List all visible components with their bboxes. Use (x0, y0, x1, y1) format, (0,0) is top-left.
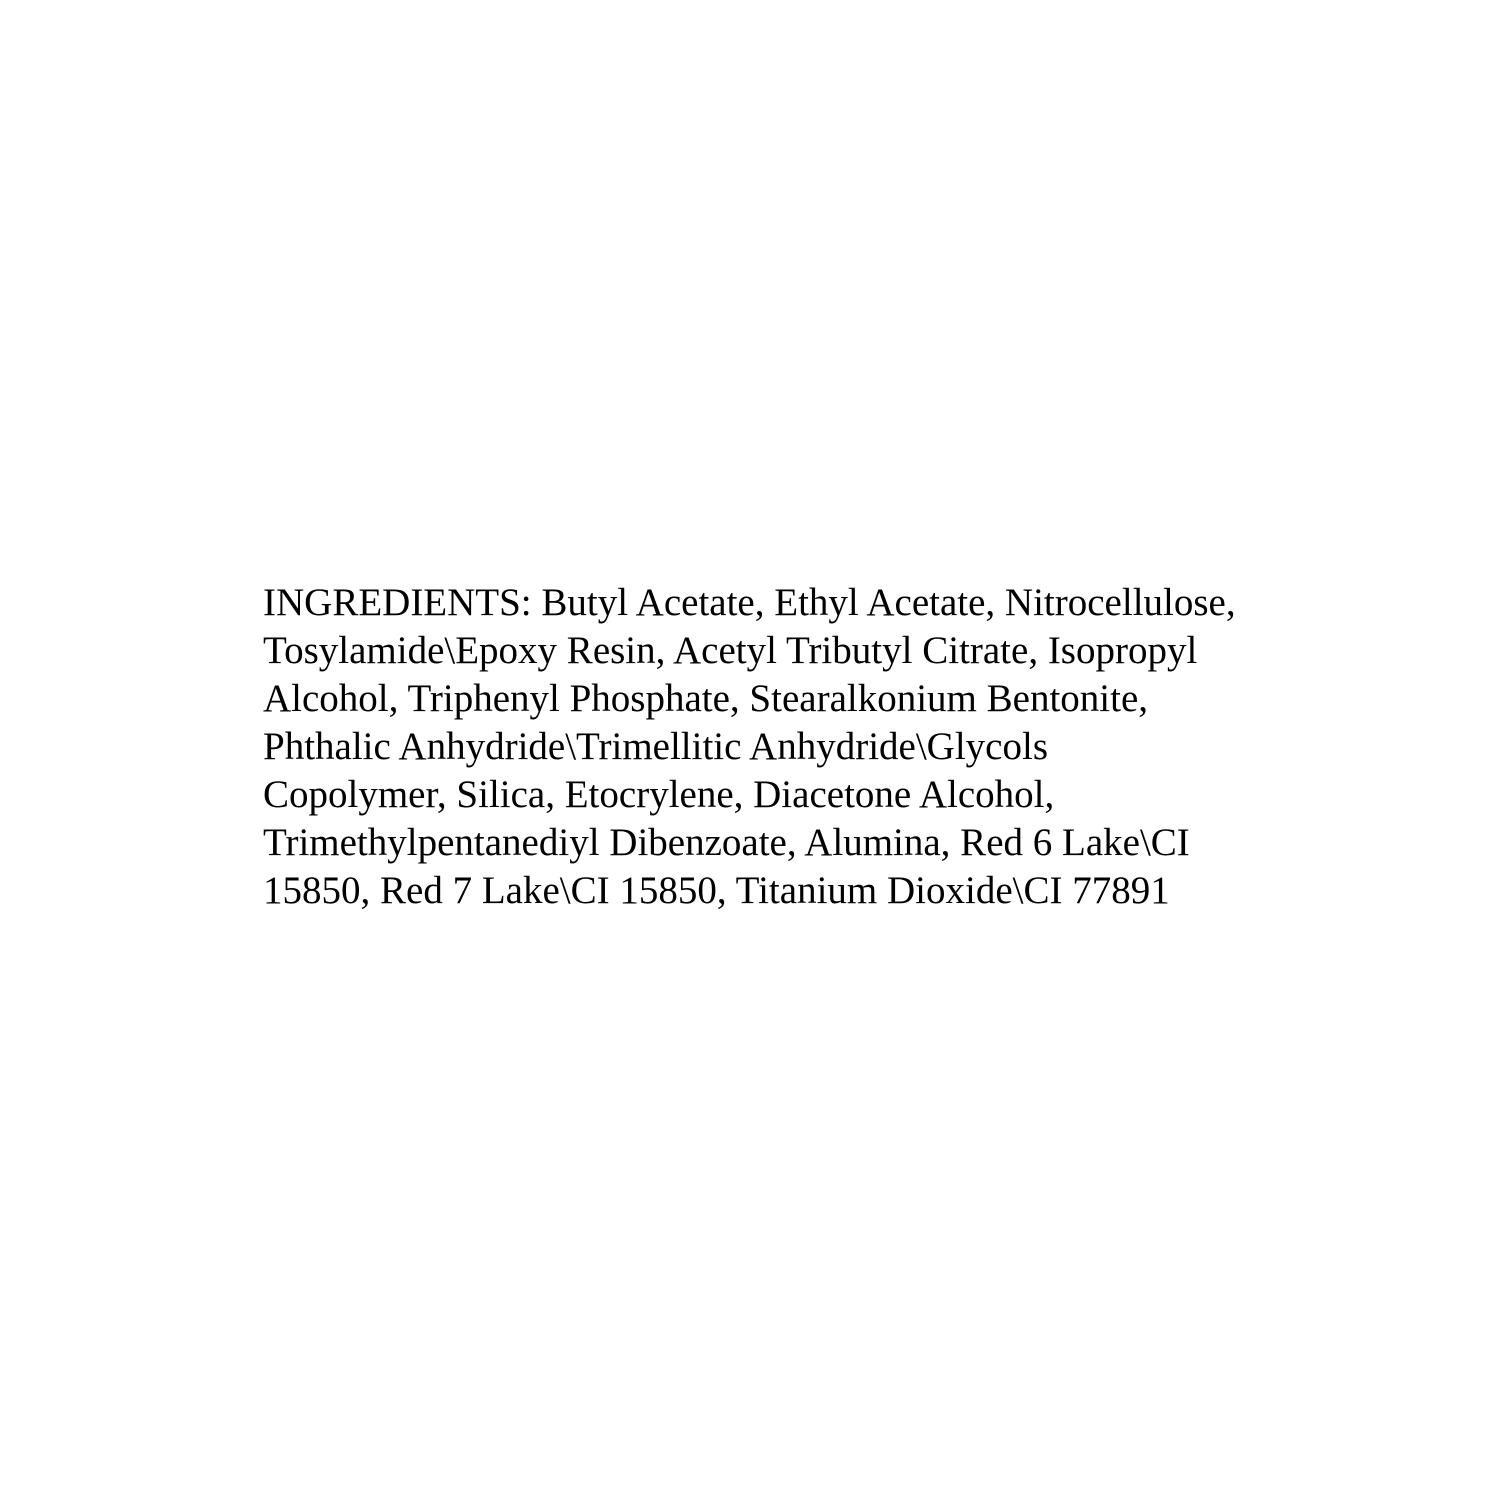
ingredients-line: Tosylamide\Epoxy Resin, Acetyl Tributyl Citrate, Isopropyl (263, 629, 1198, 672)
ingredients-line: 15850, Red 7 Lake\CI 15850, Titanium Dioxide\CI 77891 (263, 869, 1170, 912)
ingredients-line: Alcohol, Triphenyl Phosphate, Stearalkonium Bentonite, (263, 677, 1149, 720)
ingredients-line: Trimethylpentanediyl Dibenzoate, Alumina, Red 6 Lake\CI (263, 821, 1190, 864)
ingredients-line: INGREDIENTS: Butyl Acetate, Ethyl Acetate, Nitrocellulose, (263, 581, 1236, 624)
ingredients-line: Copolymer, Silica, Etocrylene, Diacetone Alcohol, (263, 773, 1055, 816)
ingredients-text-block (263, 579, 1273, 915)
ingredients-line: Phthalic Anhydride\Trimellitic Anhydride\Glycols (263, 725, 1049, 768)
